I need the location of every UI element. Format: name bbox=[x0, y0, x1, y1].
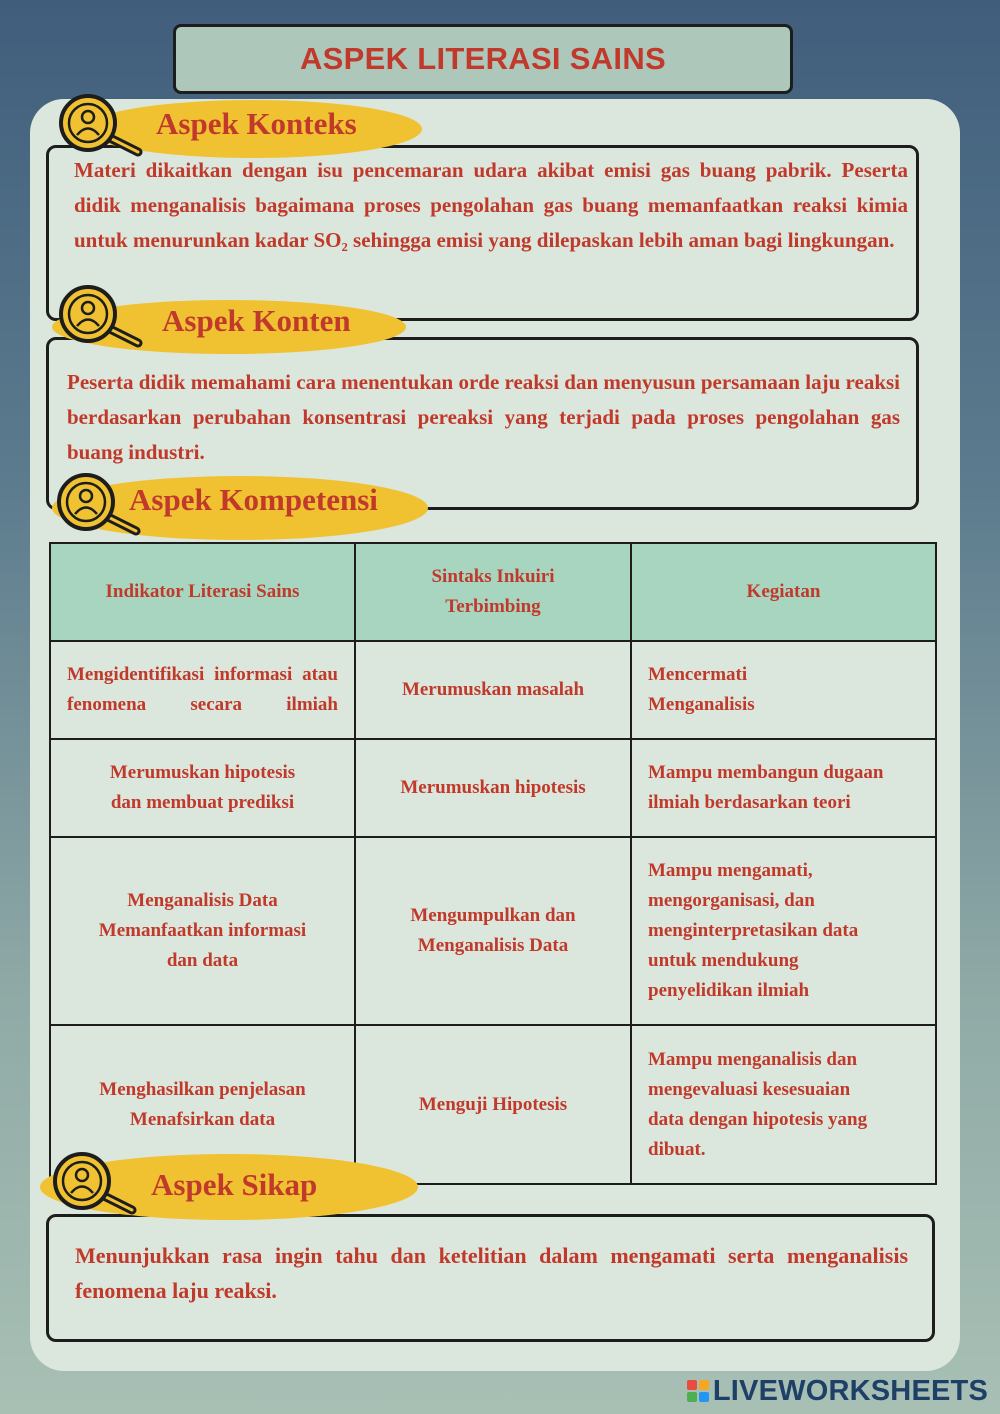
logo-square bbox=[699, 1380, 709, 1390]
table-cell: Merumuskan masalah bbox=[355, 641, 631, 739]
table-cell: Menguji Hipotesis bbox=[355, 1025, 631, 1184]
kompetensi-heading: Aspek Kompetensi bbox=[129, 482, 378, 517]
kompetensi-table bbox=[49, 542, 937, 1185]
logo-square bbox=[687, 1392, 697, 1402]
magnifier-person-icon bbox=[56, 283, 148, 353]
logo-square bbox=[699, 1392, 709, 1402]
table-cell: Mampu membangun dugaan ilmiah berdasarkan teori bbox=[631, 739, 936, 837]
logo-square bbox=[687, 1380, 697, 1390]
table-cell: Mampu mengamati, mengorganisasi, dan menginterpretasikan data untuk mendukung penyelidikan ilmiah bbox=[631, 837, 936, 1025]
table-cell: Mengidentifikasi informasi atau fenomena secara ilmiah bbox=[50, 641, 355, 739]
column-header: Kegiatan bbox=[631, 543, 936, 641]
table-row bbox=[50, 641, 936, 739]
liveworksheets-logo[interactable] bbox=[687, 1374, 988, 1408]
table-cell: Menganalisis Data Memanfaatkan informasi dan data bbox=[50, 837, 355, 1025]
sikap-text: Menunjukkan rasa ingin tahu dan ketelitian dalam mengamati serta menganalisis fenomena laju reaksi. bbox=[75, 1243, 908, 1303]
table-cell: Merumuskan hipotesis dan membuat prediksi bbox=[50, 739, 355, 837]
column-header: Indikator Literasi Sains bbox=[50, 543, 355, 641]
table-row bbox=[50, 837, 936, 1025]
konteks-heading: Aspek Konteks bbox=[156, 106, 357, 141]
konten-heading: Aspek Konten bbox=[162, 303, 351, 338]
magnifier-person-icon bbox=[50, 1150, 142, 1220]
konteks-text: Materi dikaitkan dengan isu pencemaran udara akibat emisi gas buang pabrik. Peserta didik menganalisis bagaimana proses pengolahan gas buang memanfaatkan reaksi kimia untuk menurunkan kadar SO₂ sehingga emisi yang dilepaskan lebih aman bagi lingkungan. bbox=[74, 158, 908, 252]
magnifier-person-icon bbox=[56, 92, 148, 162]
column-header: Sintaks Inkuiri Terbimbing bbox=[355, 543, 631, 641]
page-title: ASPEK LITERASI SAINS bbox=[173, 24, 793, 94]
table-cell: Menghasilkan penjelasan Menafsirkan data bbox=[50, 1025, 355, 1184]
logo-squares-icon bbox=[687, 1380, 709, 1402]
table-cell: Mencermati Menganalisis bbox=[631, 641, 936, 739]
sikap-heading: Aspek Sikap bbox=[151, 1167, 318, 1202]
magnifier-person-icon bbox=[54, 471, 146, 541]
table-cell: Merumuskan hipotesis bbox=[355, 739, 631, 837]
table-cell: Mengumpulkan dan Menganalisis Data bbox=[355, 837, 631, 1025]
table-cell: Mampu menganalisis dan mengevaluasi kesesuaian data dengan hipotesis yang dibuat. bbox=[631, 1025, 936, 1184]
konten-text: Peserta didik memahami cara menentukan orde reaksi dan menyusun persamaan laju reaksi berdasarkan perubahan konsentrasi pereaksi yang terjadi pada proses pengolahan gas buang industri. bbox=[67, 370, 900, 464]
table-row bbox=[50, 739, 936, 837]
logo-text: LIVEWORKSHEETS bbox=[712, 1374, 988, 1407]
table-header-row bbox=[50, 543, 936, 641]
